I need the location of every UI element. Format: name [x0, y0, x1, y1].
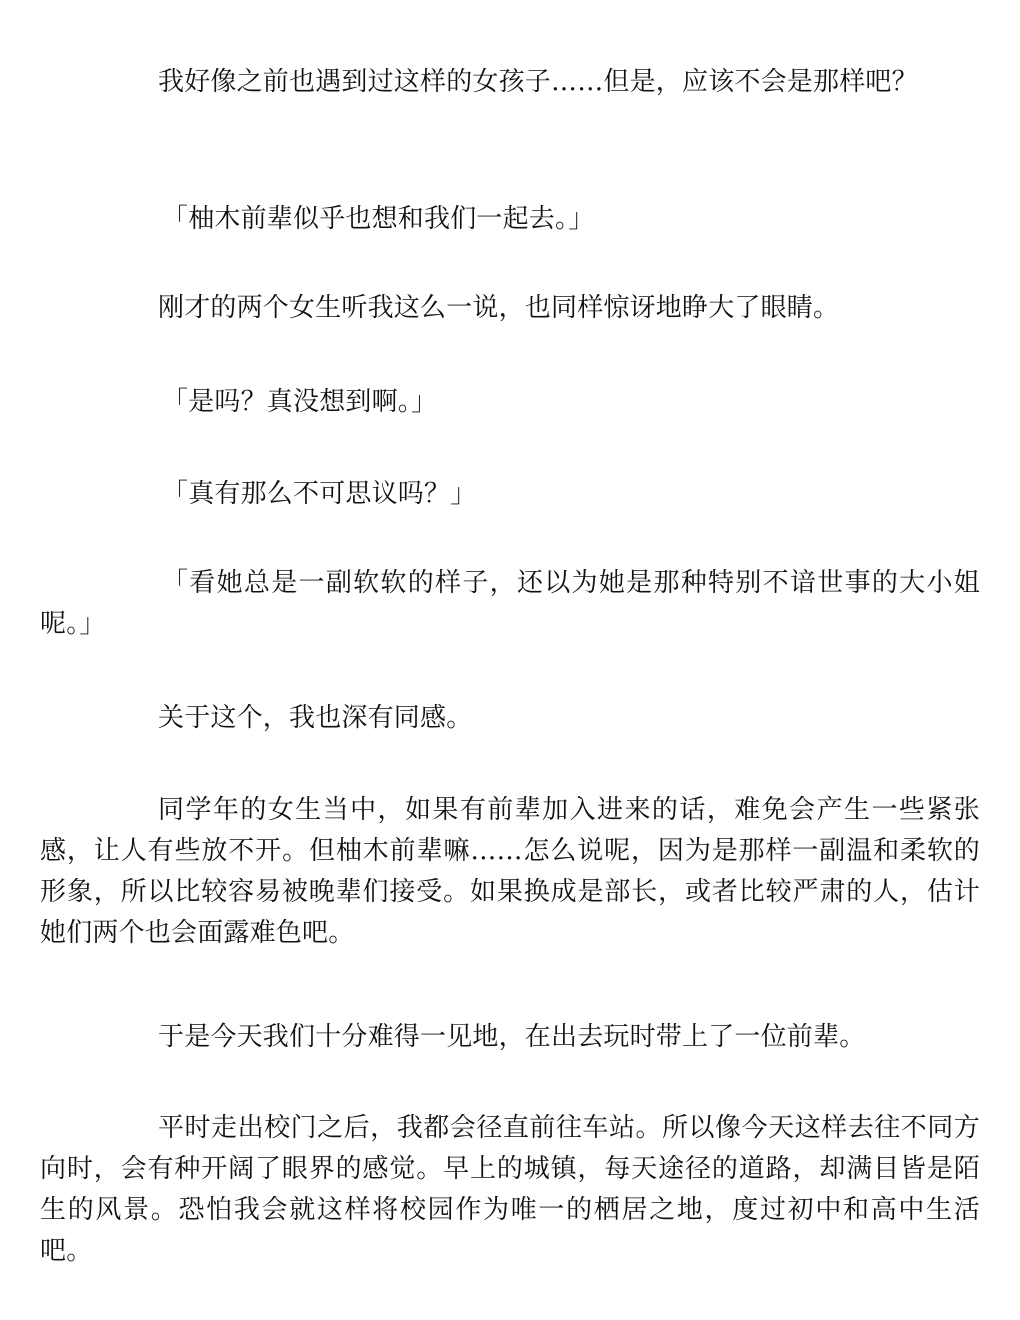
paragraph-4: 「是吗？真没想到啊。」 [162, 387, 438, 417]
paragraph-3: 刚才的两个女生听我这么一说，也同样惊讶地睁大了眼睛。 [158, 293, 840, 323]
paragraph-6: 「看她总是一副软软的样子，还以为她是那种特别不谙世事的大小姐呢。」 [40, 568, 980, 639]
paragraph-5: 「真有那么不可思议吗？」 [162, 479, 477, 509]
paragraph-7: 关于这个，我也深有同感。 [158, 703, 473, 733]
paragraph-1: 我好像之前也遇到过这样的女孩子……但是，应该不会是那样吧？ [158, 67, 918, 97]
paragraph-10: 平时走出校门之后，我都会径直前往车站。所以像今天这样去往不同方向时，会有种开阔了眼界的感觉。早上的城镇，每天途径的道路，却满目皆是陌生的风景。恐怕我会就这样将校园作为唯一的栖居之地，度过初中和高中生活吧。 [40, 1113, 980, 1266]
paragraph-9: 于是今天我们十分难得一见地，在出去玩时带上了一位前辈。 [158, 1022, 866, 1052]
paragraph-8: 同学年的女生当中，如果有前辈加入进来的话，难免会产生一些紧张感，让人有些放不开。但柚木前辈嘛……怎么说呢，因为是那样一副温和柔软的形象，所以比较容易被晚辈们接受。如果换成是部长，或者比较严肃的人，估计她们两个也会面露难色吧。 [40, 795, 980, 948]
paragraph-2: 「柚木前辈似乎也想和我们一起去。」 [162, 204, 595, 234]
